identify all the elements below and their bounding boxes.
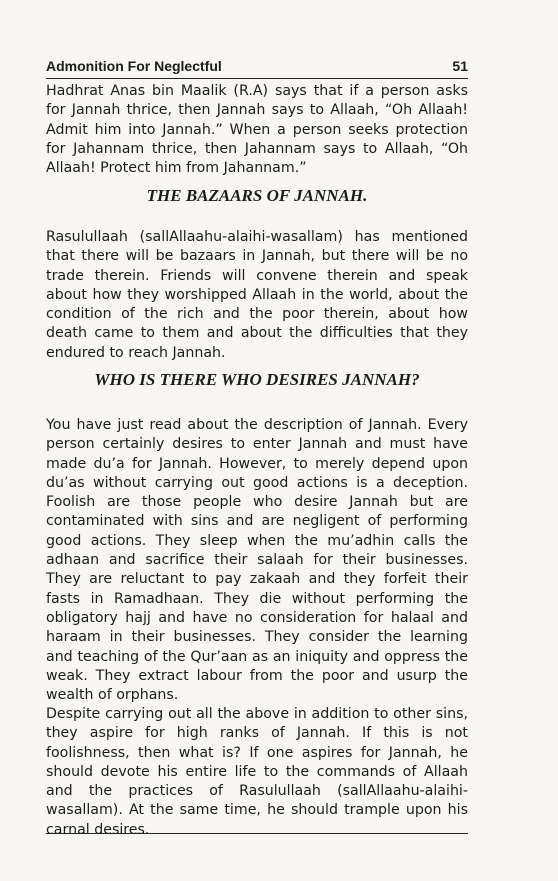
paragraph-bazaars: Rasulullaah (sallAllaahu-alaihi-wasallam) has mentioned that there will be bazaars in Jannah, but there will be no trade therein. Friends will convene therein and speak about how they worshipped Allaah in the world, about the condition of the rich and the poor therein, about how death came to them and about the difficulties that they endured to reach Jannah.: [46, 229, 468, 361]
book-title: Admonition For Neglectful: [46, 58, 222, 74]
footer-rule: [46, 833, 468, 834]
page-number: 51: [452, 58, 468, 74]
header-rule: [46, 78, 468, 79]
paragraph-anas-hadith: Hadhrat Anas bin Maalik (R.A) says that if a person asks for Jannah thrice, then Jannah says to Allaah, “Oh Allaah! Admit him into Jannah.” When a person seeks protection for Jahannam thrice, then Jahannam says to Allaah, “Oh Allaah! Protect him from Jahannam.”: [46, 83, 468, 177]
heading-desires-jannah: WHO IS THERE WHO DESIRES JANNAH?: [94, 370, 420, 389]
heading-bazaars: THE BAZAARS OF JANNAH.: [146, 186, 368, 205]
paragraph-aspire: Despite carrying out all the above in addition to other sins, they aspire for high ranks of Jannah. If this is not foolishness, then what is? If one aspires for Jannah, he should devote his entire life to the commands of Allaah and the practices of Rasulullaah (sallAllaahu-alaihi-wasallam). At the same time, he should trample upon his carnal desires.: [46, 706, 468, 838]
paragraph-description: You have just read about the description of Jannah. Every person certainly desires to enter Jannah and must have made du’a for Jannah. However, to merely depend upon du’as without carrying out good actions is a deception. Foolish are those people who desire Jannah but are contaminated with sins and are negligent of performing good actions. They sleep when the mu’adhin calls the adhaan and sacrifice their salaah for their businesses. They are reluctant to pay zakaah and they forfeit their fasts in Ramadhaan. They die without performing the obligatory hajj and have no consideration for halaal and haraam in their businesses. They consider the learning and teaching of the Qur’aan as an iniquity and oppress the weak. They extract labour from the poor and usurp the wealth of orphans.: [46, 417, 468, 704]
running-header: [46, 58, 468, 74]
